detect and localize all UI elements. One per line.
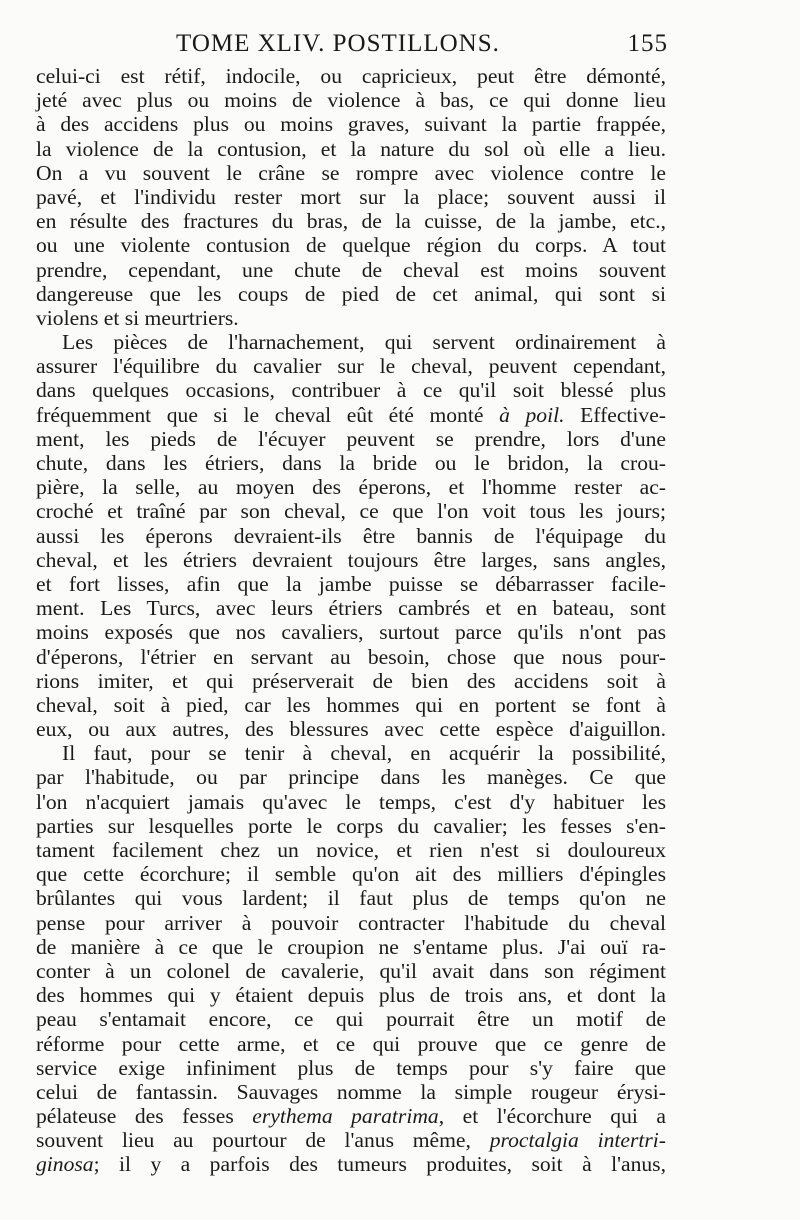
page-header <box>36 30 668 62</box>
text-segment: pélateuse des fesses <box>36 1104 253 1129</box>
text-line <box>36 185 666 209</box>
text-line <box>36 258 666 282</box>
text-segment: moins exposés que nos cavaliers, surtout parce qu'ils n'ont pas <box>36 620 666 645</box>
text-segment: dans quelques occasions, contribuer à ce qu'il soit blessé plus <box>36 378 666 403</box>
text-line <box>36 403 666 427</box>
running-title: TOME XLIV. POSTILLONS. <box>176 30 500 57</box>
body-text <box>36 64 666 1177</box>
text-line <box>36 935 666 959</box>
text-line <box>36 1056 666 1080</box>
text-line <box>36 862 666 886</box>
text-segment: brûlantes qui vous lardent; il faut plus de temps qu'on ne <box>36 886 666 911</box>
text-segment: celui de fantassin. Sauvages nomme la simple rougeur érysi- <box>36 1079 666 1104</box>
text-segment: fréquemment que si le cheval eût été monté <box>36 402 500 427</box>
text-segment: celui-ci est rétif, indocile, ou capricieux, peut être démonté, <box>36 64 666 88</box>
text-segment: aussi les éperons devraient-ils être bannis de l'équipage du <box>36 523 666 548</box>
text-line <box>36 596 666 620</box>
text-line <box>36 983 666 1007</box>
text-segment: que cette écorchure; il semble qu'on ait des milliers d'épingles <box>36 862 666 887</box>
text-segment: pavé, et l'individu rester mort sur la place; souvent aussi il <box>36 184 666 209</box>
text-line <box>36 1007 666 1031</box>
text-segment: On a vu souvent le crâne se rompre avec violence contre le <box>36 160 666 185</box>
text-line <box>36 717 666 741</box>
text-segment: jeté avec plus ou moins de violence à bas, ce qui donne lieu <box>36 88 666 113</box>
text-line <box>36 572 666 596</box>
text-line <box>36 475 666 499</box>
text-line <box>36 765 666 789</box>
text-line <box>36 427 666 451</box>
text-line <box>36 1080 666 1104</box>
text-segment: conter à un colonel de cavalerie, qu'il avait dans son régiment <box>36 958 666 983</box>
text-segment: souvent lieu au pourtour de l'anus même, <box>36 1128 490 1153</box>
text-segment: ment, les pieds de l'écuyer peuvent se prendre, lors d'une <box>36 426 666 451</box>
text-segment: réforme pour cette arme, et ce qui prouve que ce genre de <box>36 1031 666 1056</box>
text-segment: peau s'entamait encore, ce qui pourrait être un motif de <box>36 1007 666 1032</box>
text-segment: , et l'écorchure qui a <box>438 1104 666 1129</box>
text-segment: de manière à ce que le croupion ne s'entame plus. J'ai ouï ra- <box>36 934 666 959</box>
text-segment: et fort lisses, afin que la jambe puisse se débarrasser facile- <box>36 571 666 596</box>
text-segment: par l'habitude, ou par principe dans les manèges. Ce que <box>36 765 666 790</box>
text-segment: assurer l'équilibre du cavalier sur le cheval, peuvent cependant, <box>36 354 666 379</box>
text-line <box>36 378 666 402</box>
text-segment: cheval, soit à pied, car les hommes qui en portent se font à <box>36 692 666 717</box>
text-line <box>36 354 666 378</box>
text-line <box>36 282 666 306</box>
text-line <box>36 838 666 862</box>
text-segment: cheval, et les étriers devraient toujours être larges, sans angles, <box>36 547 666 572</box>
text-segment: eux, ou aux autres, des blessures avec cette espèce d'aiguillon. <box>36 717 666 742</box>
text-line <box>36 112 666 136</box>
text-line <box>36 451 666 475</box>
text-segment: Les pièces de l'harnachement, qui servent ordinairement à <box>62 330 666 355</box>
text-line <box>36 959 666 983</box>
text-segment: Effective- <box>564 402 667 427</box>
text-line <box>36 669 666 693</box>
text-segment: ou une violente contusion de quelque région du corps. A tout <box>36 233 666 258</box>
text-segment: pense pour arriver à pouvoir contracter l'habitude du cheval <box>36 910 666 935</box>
text-line <box>36 137 666 161</box>
text-line <box>36 741 666 765</box>
text-line <box>36 209 666 233</box>
italic-term: à poil. <box>499 402 565 427</box>
text-line <box>36 645 666 669</box>
text-segment: ment. Les Turcs, avec leurs étriers cambrés et en bateau, sont <box>36 596 666 621</box>
italic-term: proctalgia intertri- <box>489 1128 666 1153</box>
italic-term: ginosa <box>36 1152 94 1177</box>
text-segment: croché et traîné par son cheval, ce que l'on voit tous les jours; <box>36 499 666 524</box>
text-segment: Il faut, pour se tenir à cheval, en acquérir la possibilité, <box>62 741 666 766</box>
text-line <box>36 1128 666 1152</box>
text-line <box>36 161 666 185</box>
text-segment: rions imiter, et qui préserverait de bien des accidens soit à <box>36 668 666 693</box>
text-segment: dangereuse que les coups de pied de cet animal, qui sont si <box>36 281 666 306</box>
text-segment: ; il y a parfois des tumeurs produites, soit à l'anus, <box>93 1152 666 1177</box>
text-line <box>36 790 666 814</box>
text-segment: service exige infiniment plus de temps pour s'y faire que <box>36 1055 666 1080</box>
text-segment: à des accidens plus ou moins graves, suivant la partie frappée, <box>36 112 666 137</box>
text-segment: pière, la selle, au moyen des éperons, et l'homme rester ac- <box>36 475 666 500</box>
text-line <box>36 911 666 935</box>
text-segment: prendre, cependant, une chute de cheval est moins souvent <box>36 257 666 282</box>
text-line <box>36 886 666 910</box>
text-segment: chute, dans les étriers, dans la bride ou le bridon, la crou- <box>36 451 666 475</box>
text-line <box>36 814 666 838</box>
text-segment: en résulte des fractures du bras, de la cuisse, de la jambe, etc., <box>36 209 666 234</box>
page-number: 155 <box>627 30 668 57</box>
text-segment: la violence de la contusion, et la nature du sol où elle a lieu. <box>36 136 666 161</box>
text-line <box>36 1032 666 1056</box>
italic-term: erythema paratrima <box>252 1104 439 1129</box>
text-line <box>36 88 666 112</box>
text-line <box>36 1104 666 1128</box>
text-line <box>36 64 666 88</box>
text-segment: tament facilement chez un novice, et rien n'est si douloureux <box>36 838 666 862</box>
text-line <box>36 330 666 354</box>
text-line <box>36 1152 666 1176</box>
text-line <box>36 524 666 548</box>
text-line <box>36 233 666 257</box>
text-line <box>36 548 666 572</box>
text-line <box>36 620 666 644</box>
text-line <box>36 306 666 330</box>
text-segment: des hommes qui y étaient depuis plus de trois ans, et dont la <box>36 983 666 1008</box>
text-segment: l'on n'acquiert jamais qu'avec le temps, c'est d'y habituer les <box>36 789 666 814</box>
text-line <box>36 693 666 717</box>
text-line <box>36 499 666 523</box>
text-segment: d'éperons, l'étrier en servant au besoin, chose que nous pour- <box>36 644 666 669</box>
text-segment: violens et si meurtriers. <box>36 305 239 330</box>
text-segment: parties sur lesquelles porte le corps du cavalier; les fesses s'en- <box>36 813 666 838</box>
